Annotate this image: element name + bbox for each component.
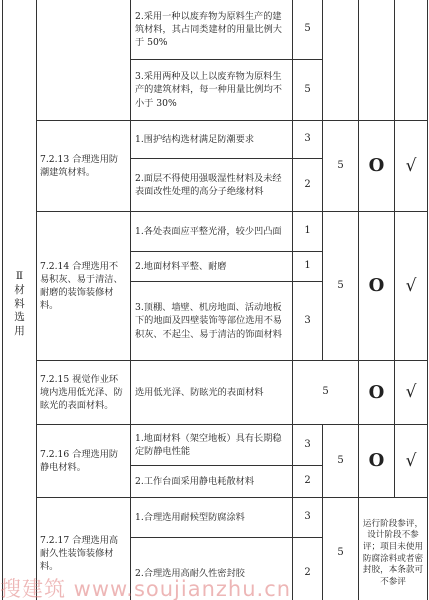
- requirement-score: 5: [293, 60, 323, 121]
- table-row: [3, 212, 428, 252]
- item-title: 7.2.16 合理选用防静电材料。: [37, 425, 131, 498]
- category-label-char: 用: [14, 324, 25, 337]
- category-label-char: 选: [14, 311, 25, 324]
- item-title: 7.2.17 合理选用高耐久性装饰装修材料。: [37, 498, 131, 600]
- total-score: 5: [293, 361, 359, 425]
- requirement-text: 1.合理选用耐候型防腐涂料: [131, 498, 293, 538]
- requirement-score: 1: [293, 252, 323, 282]
- category-label-char: Ⅱ: [15, 270, 24, 283]
- applicable-mark: O: [359, 121, 395, 212]
- evaluation-table: [2, 0, 428, 600]
- category-label-char: 料: [14, 297, 25, 310]
- check-mark: √: [395, 361, 428, 425]
- applicable-mark: O: [359, 212, 395, 361]
- requirement-score: 2: [293, 159, 323, 212]
- requirement-text: 选用低光泽、防眩光的表面材料: [131, 361, 293, 425]
- total-score: 5: [323, 425, 359, 498]
- applicable-mark: O: [359, 361, 395, 425]
- total-score: 5: [323, 212, 359, 361]
- requirement-text: 1.各处表面应平整光滑，较少凹凸面: [131, 212, 293, 252]
- table-row: [3, 425, 428, 466]
- category-label-char: 材: [14, 284, 25, 297]
- requirement-score: 2: [293, 466, 323, 498]
- watermark: 搜建筑 www.soujianzhu.cn: [0, 577, 292, 600]
- requirement-score: 5: [293, 0, 323, 60]
- requirement-score: 3: [293, 121, 323, 159]
- check-mark: √: [395, 425, 428, 498]
- requirement-text: 1.围护结构选材满足防潮要求: [131, 121, 293, 159]
- table-row: [3, 121, 428, 159]
- requirement-text: 3.顶棚、墙壁、机房地面、活动地板下的地面及四壁装饰等部位选用不易积灰、不起尘、易于清洁的饰面材料: [131, 282, 293, 361]
- requirement-score: 2: [293, 538, 323, 600]
- requirement-text: 1.地面材料（架空地板）具有长期稳定防静电性能: [131, 425, 293, 466]
- requirement-text: 2.面层不得使用强吸湿性材料及未经表面改性处理的高分子绝缘材料: [131, 159, 293, 212]
- requirement-text: 2.工作台面采用静电耗散材料: [131, 466, 293, 498]
- category-cell: [3, 0, 37, 600]
- requirement-score: 3: [293, 498, 323, 538]
- applicable-mark: O: [359, 425, 395, 498]
- table-row: [3, 0, 428, 60]
- check-mark: √: [395, 212, 428, 361]
- total-cell-empty: [323, 0, 359, 121]
- check-mark: √: [395, 121, 428, 212]
- requirement-text: 2.合理选用高耐久性密封胶: [131, 538, 293, 600]
- requirement-text: 2.采用一种以废弃物为原料生产的建筑材料，其占同类建材的用量比例大于 50%: [131, 0, 293, 60]
- requirement-text: 2.地面材料平整、耐磨: [131, 252, 293, 282]
- table-row: [3, 361, 428, 425]
- item-title: 7.2.14 合理选用不易积灰、易于清洁、耐磨的装饰装修材料。: [37, 212, 131, 361]
- table-row: [3, 498, 428, 538]
- item-title: 7.2.13 合理选用防潮建筑材料。: [37, 121, 131, 212]
- check-cell-empty: [395, 0, 428, 121]
- total-score: 5: [323, 498, 359, 600]
- item-title: 7.2.15 视觉作业环境内选用低光泽、防眩光的表面材料。: [37, 361, 131, 425]
- requirement-score: 3: [293, 425, 323, 466]
- requirement-score: 1: [293, 212, 323, 252]
- mark-cell-empty: [359, 0, 395, 121]
- total-score: 5: [323, 121, 359, 212]
- requirement-score: 3: [293, 282, 323, 361]
- item-cell-empty: [37, 0, 131, 121]
- requirement-text: 3.采用两种及以上以废弃物为原料生产的建筑材料，每一种用量比例均不小于 30%: [131, 60, 293, 121]
- evaluation-note: 运行阶段参评，设计阶段不参评；项目未使用防腐涂料或者密封胶，本条款可不参评: [359, 498, 428, 600]
